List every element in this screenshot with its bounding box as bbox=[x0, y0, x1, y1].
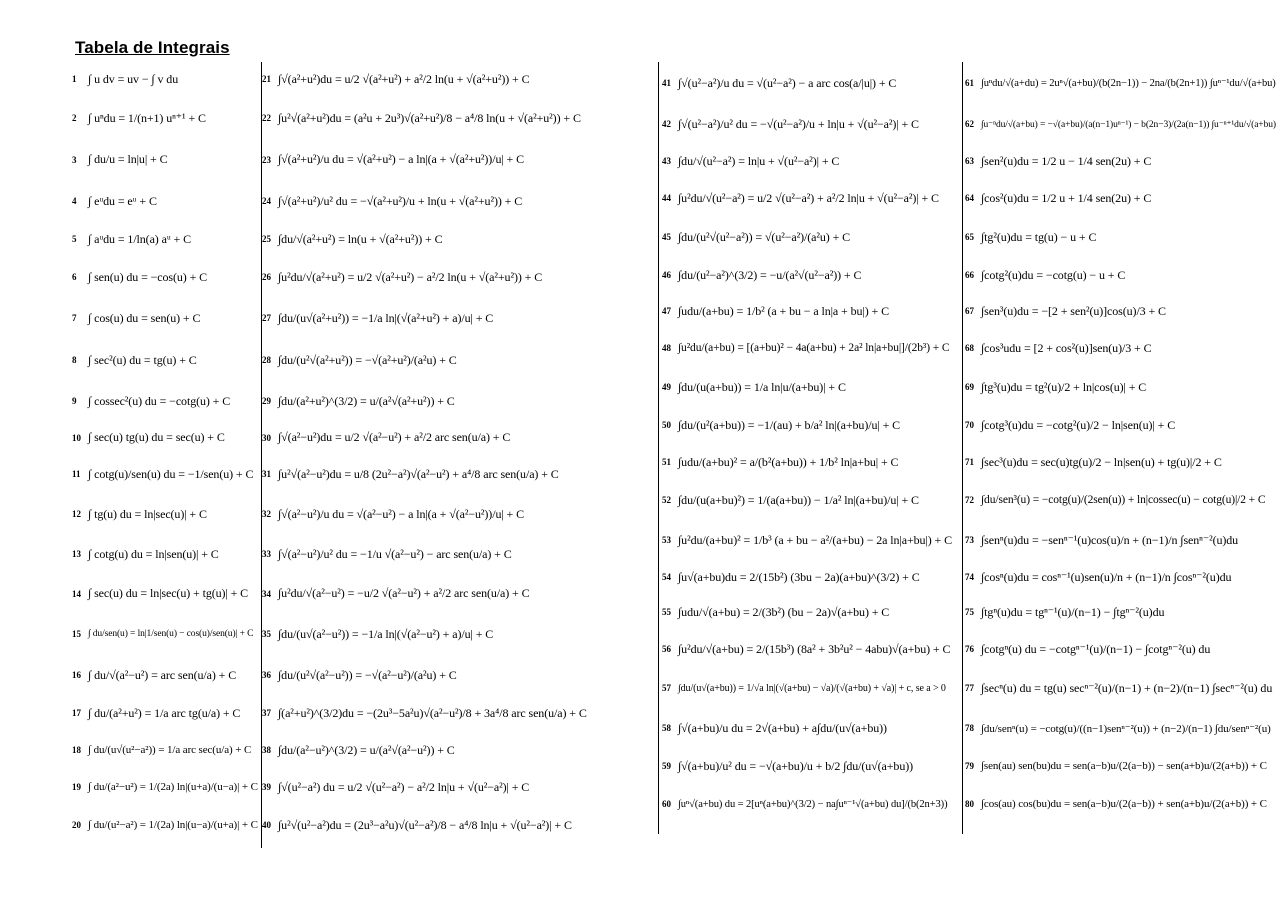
formula-number: 52 bbox=[662, 495, 671, 505]
formula-number: 56 bbox=[662, 644, 671, 654]
formula-text: ∫ du/√(a²−u²) = arc sen(u/a) + C bbox=[88, 667, 237, 682]
integral-row bbox=[662, 104, 960, 144]
formula-number: 43 bbox=[662, 156, 671, 166]
formula-number: 67 bbox=[965, 306, 974, 316]
formula-text: ∫ cossec²(u) du = −cotg(u) + C bbox=[88, 393, 231, 408]
formula-text: ∫ du/u = ln|u| + C bbox=[88, 152, 168, 166]
integral-row bbox=[662, 668, 960, 708]
integral-row bbox=[662, 480, 960, 520]
integral-row bbox=[72, 454, 260, 494]
integral-row bbox=[72, 181, 260, 221]
integral-row bbox=[262, 574, 656, 613]
formula-text: ∫sen²(u)du = 1/2 u − 1/4 sen(2u) + C bbox=[981, 153, 1152, 168]
integral-row bbox=[965, 178, 1279, 218]
formula-text: ∫u⁻ⁿdu/√(a+bu) = −√(a+bu)/(a(n−1)uⁿ⁻¹) − b(2n−3)/(2a(n−1)) ∫u⁻ⁿ⁺¹du/√(a+bu) bbox=[981, 119, 1276, 130]
formula-number: 36 bbox=[262, 670, 271, 680]
formula-number: 55 bbox=[662, 607, 671, 617]
formula-text: ∫senⁿ(u)du = −senⁿ⁻¹(u)cos(u)/n + (n−1)/n ∫senⁿ⁻²(u)du bbox=[981, 532, 1239, 547]
integral-row bbox=[262, 805, 656, 845]
formula-text: ∫du/(u²√(a²+u²)) = −√(a²+u²)/(a²u) + C bbox=[278, 352, 457, 367]
formula-number: 60 bbox=[662, 799, 671, 809]
formula-number: 54 bbox=[662, 572, 671, 582]
integral-row bbox=[662, 594, 960, 630]
integral-row bbox=[662, 406, 960, 444]
integral-row bbox=[262, 297, 656, 339]
formula-number: 59 bbox=[662, 761, 671, 771]
formula-text: ∫sen(au) sen(bu)du = sen(a−b)u/(2(a−b)) − sen(a+b)u/(2(a+b)) + C bbox=[981, 760, 1267, 772]
formula-text: ∫ uⁿdu = 1/(n+1) uⁿ⁺¹ + C bbox=[88, 110, 206, 125]
formula-text: ∫ cos(u) du = sen(u) + C bbox=[88, 310, 201, 325]
formula-number: 39 bbox=[262, 782, 271, 792]
formula-number: 51 bbox=[662, 457, 671, 467]
integral-row bbox=[965, 784, 1279, 824]
formula-number: 73 bbox=[965, 535, 974, 545]
formula-text: ∫ eᵘdu = eᵘ + C bbox=[88, 193, 157, 208]
formula-number: 45 bbox=[662, 232, 671, 242]
formula-number: 66 bbox=[965, 270, 974, 280]
integral-row bbox=[965, 62, 1279, 104]
formula-text: ∫tg²(u)du = tg(u) − u + C bbox=[981, 229, 1097, 244]
integral-row bbox=[72, 534, 260, 574]
integral-row bbox=[965, 218, 1279, 256]
integral-row bbox=[262, 769, 656, 805]
integral-row bbox=[965, 594, 1279, 630]
formula-text: ∫u²√(a²+u²)du = (a²u + 2u³)√(a²+u²)/8 − a⁴/8 ln(u + √(a²+u²)) + C bbox=[278, 110, 581, 125]
formula-text: ∫du/(u√(a²+u²)) = −1/a ln|(√(a²+u²) + a)/u| + C bbox=[278, 310, 494, 325]
integral-row bbox=[662, 368, 960, 406]
formula-number: 71 bbox=[965, 457, 974, 467]
formula-text: ∫√(a²−u²)/u² du = −1/u √(a²−u²) − arc sen(u/a) + C bbox=[278, 546, 512, 561]
integral-row bbox=[965, 328, 1279, 368]
formula-text: ∫du/(u√(a+bu)) = 1/√a ln|(√(a+bu) − √a)/(√(a+bu) + √a)| + c, se a > 0 bbox=[678, 682, 946, 694]
integral-row bbox=[662, 328, 960, 368]
integral-row bbox=[262, 381, 656, 421]
column-divider-2 bbox=[658, 62, 659, 834]
formula-text: ∫cosⁿ(u)du = cosⁿ⁻¹(u)sen(u)/n + (n−1)/n ∫cosⁿ⁻²(u)du bbox=[981, 569, 1232, 584]
formula-number: 23 bbox=[262, 154, 271, 165]
page-title: Tabela de Integrais bbox=[75, 38, 230, 57]
formula-number: 74 bbox=[965, 572, 974, 582]
formula-number: 24 bbox=[262, 196, 271, 206]
formula-number: 53 bbox=[662, 535, 671, 545]
formula-number: 41 bbox=[662, 78, 671, 88]
formula-text: ∫u²√(u²−a²)du = (2u³−a²u)√(u²−a²)/8 − a⁴/8 ln|u + √(u²−a²)| + C bbox=[278, 817, 572, 832]
formula-text: ∫u²du/√(a²+u²) = u/2 √(a²+u²) − a²/2 ln(u + √(a²+u²)) + C bbox=[278, 269, 543, 284]
integral-row bbox=[965, 668, 1279, 708]
formula-number: 5 bbox=[72, 234, 77, 244]
formula-number: 10 bbox=[72, 432, 81, 443]
integral-row bbox=[262, 60, 656, 98]
formula-text: ∫secⁿ(u) du = tg(u) secⁿ⁻²(u)/(n−1) + (n−2)/(n−1) ∫secⁿ⁻²(u) du bbox=[981, 680, 1273, 695]
integral-row bbox=[262, 454, 656, 494]
integral-row bbox=[72, 655, 260, 695]
formula-number: 46 bbox=[662, 270, 671, 280]
integral-row bbox=[72, 60, 260, 98]
formula-number: 76 bbox=[965, 644, 974, 654]
formula-number: 34 bbox=[262, 588, 271, 599]
formula-number: 44 bbox=[662, 193, 671, 203]
integral-row bbox=[262, 655, 656, 695]
integral-row bbox=[662, 256, 960, 294]
formula-number: 62 bbox=[965, 119, 974, 129]
formula-text: ∫du/(u²√(u²−a²)) = √(u²−a²)/(a²u) + C bbox=[678, 229, 851, 244]
formula-text: ∫cos²(u)du = 1/2 u + 1/4 sen(2u) + C bbox=[981, 190, 1152, 205]
formula-number: 79 bbox=[965, 761, 974, 771]
formula-number: 4 bbox=[72, 196, 77, 206]
formula-number: 57 bbox=[662, 683, 671, 693]
formula-number: 14 bbox=[72, 588, 81, 599]
integral-row bbox=[662, 294, 960, 328]
formula-number: 13 bbox=[72, 549, 81, 559]
formula-number: 19 bbox=[72, 782, 81, 792]
integral-row bbox=[662, 178, 960, 218]
integral-row bbox=[965, 368, 1279, 406]
formula-text: ∫ sec(u) tg(u) du = sec(u) + C bbox=[88, 430, 225, 444]
formula-number: 61 bbox=[965, 78, 974, 88]
formula-number: 49 bbox=[662, 382, 671, 392]
formula-text: ∫ du/(u√(u²−a²)) = 1/a arc sec(u/a) + C bbox=[88, 744, 252, 756]
formula-text: ∫du/(u(a+bu)) = 1/a ln|u/(a+bu)| + C bbox=[678, 379, 846, 394]
formula-text: ∫ u dv = uv − ∫ v du bbox=[88, 71, 179, 86]
integral-row bbox=[262, 138, 656, 181]
formula-text: ∫du/(u²√(a²−u²)) = −√(a²−u²)/(a²u) + C bbox=[278, 667, 457, 682]
formula-text: ∫sen³(u)du = −[2 + sen²(u)]cos(u)/3 + C bbox=[981, 303, 1166, 318]
integral-row bbox=[262, 181, 656, 221]
formula-text: ∫tg³(u)du = tg²(u)/2 + ln|cos(u)| + C bbox=[981, 379, 1147, 394]
formula-number: 32 bbox=[262, 509, 271, 519]
integral-row bbox=[965, 630, 1279, 668]
formula-number: 47 bbox=[662, 306, 671, 316]
formula-text: ∫du/senⁿ(u) = −cotg(u)/((n−1)senⁿ⁻²(u)) + (n−2)/(n−1) ∫du/senⁿ⁻²(u) bbox=[981, 722, 1271, 735]
formula-number: 20 bbox=[72, 820, 81, 830]
formula-number: 11 bbox=[72, 469, 81, 479]
formula-number: 69 bbox=[965, 382, 974, 392]
formula-text: ∫ cotg(u)/sen(u) du = −1/sen(u) + C bbox=[88, 466, 254, 481]
formula-text: ∫√(u²−a²)/u du = √(u²−a²) − a arc cos(a/|u|) + C bbox=[678, 75, 897, 90]
integral-row bbox=[262, 221, 656, 257]
integral-row bbox=[262, 339, 656, 381]
formula-text: ∫du/√(a²+u²) = ln(u + √(a²+u²)) + C bbox=[278, 231, 443, 246]
formula-text: ∫udu/(a+bu)² = a/(b²(a+bu)) + 1/b² ln|a+bu| + C bbox=[678, 454, 899, 469]
formula-number: 7 bbox=[72, 313, 77, 323]
integral-row bbox=[72, 98, 260, 138]
formula-number: 25 bbox=[262, 234, 271, 244]
formula-text: ∫√(a²+u²)du = u/2 √(a²+u²) + a²/2 ln(u + √(a²+u²)) + C bbox=[278, 71, 530, 86]
formula-text: ∫u²du/√(u²−a²) = u/2 √(u²−a²) + a²/2 ln|u + √(u²−a²)| + C bbox=[678, 190, 939, 205]
formula-text: ∫ du/(a²+u²) = 1/a arc tg(u/a) + C bbox=[88, 705, 241, 720]
formula-text: ∫ sen(u) du = −cos(u) + C bbox=[88, 269, 208, 284]
formula-number: 1 bbox=[72, 74, 77, 84]
formula-number: 48 bbox=[662, 343, 671, 353]
formula-text: ∫ cotg(u) du = ln|sen(u)| + C bbox=[88, 546, 219, 561]
formula-number: 38 bbox=[262, 745, 271, 755]
formula-text: ∫√(a+bu)/u² du = −√(a+bu)/u + b/2 ∫du/(u√(a+bu)) bbox=[678, 758, 914, 773]
integral-row bbox=[262, 613, 656, 655]
integral-row bbox=[662, 630, 960, 668]
integral-row bbox=[662, 560, 960, 594]
formula-text: ∫ du/(a²−u²) = 1/(2a) ln|(u+a)/(u−a)| + C bbox=[88, 781, 258, 793]
integral-column-3 bbox=[662, 62, 960, 824]
formula-text: ∫√(u²−a²)/u² du = −√(u²−a²)/u + ln|u + √(u²−a²)| + C bbox=[678, 116, 919, 131]
formula-number: 16 bbox=[72, 670, 81, 680]
formula-text: ∫du/(a²−u²)^(3/2) = u/(a²√(a²−u²)) + C bbox=[278, 742, 455, 757]
formula-number: 28 bbox=[262, 355, 271, 365]
formula-text: ∫du/(u²−a²)^(3/2) = −u/(a²√(u²−a²)) + C bbox=[678, 267, 862, 282]
integral-column-1 bbox=[72, 60, 260, 845]
formula-number: 70 bbox=[965, 420, 974, 430]
formula-text: ∫sec³(u)du = sec(u)tg(u)/2 − ln|sen(u) + tg(u)|/2 + C bbox=[981, 454, 1222, 469]
formula-text: ∫√(u²−a²) du = u/2 √(u²−a²) − a²/2 ln|u + √(u²−a²)| + C bbox=[278, 779, 530, 794]
formula-text: ∫u²du/√(a+bu) = 2/(15b³) (8a² + 3b²u² − 4abu)√(a+bu) + C bbox=[678, 641, 951, 656]
integral-row bbox=[72, 769, 260, 805]
integral-row bbox=[965, 748, 1279, 784]
formula-number: 26 bbox=[262, 272, 271, 282]
formula-text: ∫(a²+u²)^(3/2)du = −(2u³−5a²u)√(a²−u²)/8 + 3a⁴/8 arc sen(u/a) + C bbox=[278, 705, 587, 720]
formula-text: ∫ du/(u²−a²) = 1/(2a) ln|(u−a)/(u+a)| + C bbox=[88, 819, 258, 831]
integral-row bbox=[72, 221, 260, 257]
integral-row bbox=[72, 494, 260, 534]
integral-row bbox=[72, 574, 260, 613]
formula-text: ∫u²du/(a+bu)² = 1/b³ (a + bu − a²/(a+bu) − 2a ln|a+bu|) + C bbox=[678, 532, 952, 547]
formula-text: ∫√(a²−u²)/u du = √(a²−u²) − a ln|(a + √(a²−u²))/u| + C bbox=[278, 506, 525, 521]
integral-row bbox=[72, 613, 260, 655]
formula-text: ∫cos(au) cos(bu)du = sen(a−b)u/(2(a−b)) + sen(a+b)u/(2(a+b)) + C bbox=[981, 798, 1267, 810]
integral-row bbox=[662, 520, 960, 560]
formula-number: 8 bbox=[72, 355, 77, 365]
integral-row bbox=[965, 480, 1279, 520]
formula-number: 80 bbox=[965, 799, 974, 809]
formula-number: 42 bbox=[662, 119, 671, 129]
integral-row bbox=[662, 144, 960, 178]
formula-text: ∫ aᵘdu = 1/ln(a) aᵘ + C bbox=[88, 231, 192, 246]
formula-number: 22 bbox=[262, 113, 271, 123]
formula-number: 65 bbox=[965, 232, 974, 242]
formula-text: ∫ sec(u) du = ln|sec(u) + tg(u)| + C bbox=[88, 586, 249, 600]
formula-text: ∫du/(u√(a²−u²)) = −1/a ln|(√(a²−u²) + a)/u| + C bbox=[278, 626, 494, 641]
formula-text: ∫uⁿdu/√(a+du) = 2uⁿ√(a+bu)/(b(2n−1)) − 2na/(b(2n+1)) ∫uⁿ⁻¹du/√(a+bu) bbox=[981, 78, 1276, 89]
integral-row bbox=[965, 560, 1279, 594]
integral-row bbox=[965, 294, 1279, 328]
formula-text: ∫ sec²(u) du = tg(u) + C bbox=[88, 352, 197, 367]
formula-number: 72 bbox=[965, 495, 974, 505]
formula-number: 31 bbox=[262, 469, 271, 479]
integral-row bbox=[965, 104, 1279, 144]
formula-number: 50 bbox=[662, 420, 671, 430]
formula-text: ∫du/(u²(a+bu)) = −1/(au) + b/a² ln|(a+bu)/u| + C bbox=[678, 417, 901, 432]
formula-text: ∫ du/sen(u) = ln|1/sen(u) − cos(u)/sen(u)| + C bbox=[88, 629, 254, 639]
integral-row bbox=[262, 731, 656, 769]
integral-row bbox=[662, 784, 960, 824]
formula-text: ∫√(a+bu)/u du = 2√(a+bu) + a∫du/(u√(a+bu)) bbox=[678, 720, 887, 735]
column-divider-3 bbox=[962, 62, 963, 834]
formula-number: 63 bbox=[965, 156, 974, 166]
formula-number: 3 bbox=[72, 154, 77, 165]
integral-row bbox=[262, 257, 656, 297]
integral-row bbox=[662, 444, 960, 480]
formula-number: 15 bbox=[72, 629, 81, 639]
integral-row bbox=[965, 708, 1279, 748]
integral-row bbox=[662, 62, 960, 104]
formula-text: ∫tgⁿ(u)du = tgⁿ⁻¹(u)/(n−1) − ∫tgⁿ⁻²(u)du bbox=[981, 604, 1165, 619]
integral-row bbox=[72, 339, 260, 381]
formula-number: 78 bbox=[965, 723, 974, 733]
formula-number: 58 bbox=[662, 723, 671, 733]
formula-number: 6 bbox=[72, 272, 77, 282]
formula-text: ∫cotg²(u)du = −cotg(u) − u + C bbox=[981, 267, 1126, 282]
integral-row bbox=[662, 748, 960, 784]
integral-row bbox=[72, 297, 260, 339]
formula-number: 18 bbox=[72, 745, 81, 755]
integral-row bbox=[72, 695, 260, 731]
integral-row bbox=[965, 520, 1279, 560]
formula-text: ∫√(a²+u²)/u du = √(a²+u²) − a ln|(a + √(a²+u²))/u| + C bbox=[278, 152, 525, 166]
integral-row bbox=[965, 444, 1279, 480]
integral-row bbox=[262, 98, 656, 138]
integral-row bbox=[965, 144, 1279, 178]
formula-text: ∫udu/√(a+bu) = 2/(3b²) (bu − 2a)√(a+bu) + C bbox=[678, 604, 890, 619]
integral-column-2 bbox=[262, 60, 656, 845]
integral-row bbox=[262, 494, 656, 534]
integral-row bbox=[72, 257, 260, 297]
formula-text: ∫du/(a²+u²)^(3/2) = u/(a²√(a²+u²)) + C bbox=[278, 393, 455, 408]
formula-number: 64 bbox=[965, 193, 974, 203]
formula-number: 77 bbox=[965, 683, 974, 693]
formula-number: 12 bbox=[72, 509, 81, 519]
formula-number: 68 bbox=[965, 343, 974, 353]
formula-number: 35 bbox=[262, 629, 271, 639]
integral-row bbox=[965, 406, 1279, 444]
integral-column-4 bbox=[965, 62, 1279, 824]
formula-number: 9 bbox=[72, 396, 77, 406]
integral-row bbox=[72, 731, 260, 769]
integral-row bbox=[72, 381, 260, 421]
formula-number: 33 bbox=[262, 549, 271, 559]
formula-number: 30 bbox=[262, 432, 271, 443]
formula-number: 17 bbox=[72, 708, 81, 718]
formula-number: 40 bbox=[262, 820, 271, 830]
formula-text: ∫u√(a+bu)du = 2/(15b²) (3bu − 2a)(a+bu)^(3/2) + C bbox=[678, 569, 920, 584]
formula-text: ∫√(a²+u²)/u² du = −√(a²+u²)/u + ln(u + √(a²+u²)) + C bbox=[278, 193, 523, 208]
integral-row bbox=[662, 708, 960, 748]
formula-text: ∫du/sen³(u) = −cotg(u)/(2sen(u)) + ln|cossec(u) − cotg(u)|/2 + C bbox=[981, 494, 1266, 506]
formula-text: ∫ tg(u) du = ln|sec(u)| + C bbox=[88, 506, 207, 521]
formula-text: ∫du/(u(a+bu)²) = 1/(a(a+bu)) − 1/a² ln|(a+bu)/u| + C bbox=[678, 492, 919, 507]
formula-number: 37 bbox=[262, 708, 271, 718]
integral-row bbox=[72, 421, 260, 454]
integral-row bbox=[262, 534, 656, 574]
formula-number: 75 bbox=[965, 607, 974, 617]
formula-number: 29 bbox=[262, 396, 271, 406]
integral-row bbox=[72, 138, 260, 181]
formula-text: ∫du/√(u²−a²) = ln|u + √(u²−a²)| + C bbox=[678, 153, 840, 168]
integral-row bbox=[662, 218, 960, 256]
integral-row bbox=[965, 256, 1279, 294]
integral-row bbox=[72, 805, 260, 845]
formula-text: ∫√(a²−u²)du = u/2 √(a²−u²) + a²/2 arc sen(u/a) + C bbox=[278, 430, 511, 444]
formula-text: ∫uⁿ√(a+bu) du = 2[uⁿ(a+bu)^(3/2) − na∫uⁿ⁻¹√(a+bu) du]/(b(2n+3)) bbox=[678, 799, 948, 810]
formula-text: ∫cos³udu = [2 + cos²(u)]sen(u)/3 + C bbox=[981, 340, 1152, 355]
integral-row bbox=[262, 421, 656, 454]
formula-text: ∫u²du/(a+bu) = [(a+bu)² − 4a(a+bu) + 2a² ln|a+bu|]/(2b³) + C bbox=[678, 342, 950, 354]
formula-text: ∫u²du/√(a²−u²) = −u/2 √(a²−u²) + a²/2 arc sen(u/a) + C bbox=[278, 586, 530, 600]
formula-number: 27 bbox=[262, 313, 271, 323]
integral-row bbox=[262, 695, 656, 731]
formula-text: ∫u²√(a²−u²)du = u/8 (2u²−a²)√(a²−u²) + a⁴/8 arc sen(u/a) + C bbox=[278, 466, 559, 481]
formula-number: 21 bbox=[262, 74, 271, 84]
formula-text: ∫udu/(a+bu) = 1/b² (a + bu − a ln|a + bu|) + C bbox=[678, 303, 889, 318]
formula-text: ∫cotg³(u)du = −cotg²(u)/2 − ln|sen(u)| + C bbox=[981, 417, 1176, 432]
formula-text: ∫cotgⁿ(u) du = −cotgⁿ⁻¹(u)/(n−1) − ∫cotgⁿ⁻²(u) du bbox=[981, 641, 1211, 656]
formula-number: 2 bbox=[72, 113, 77, 123]
